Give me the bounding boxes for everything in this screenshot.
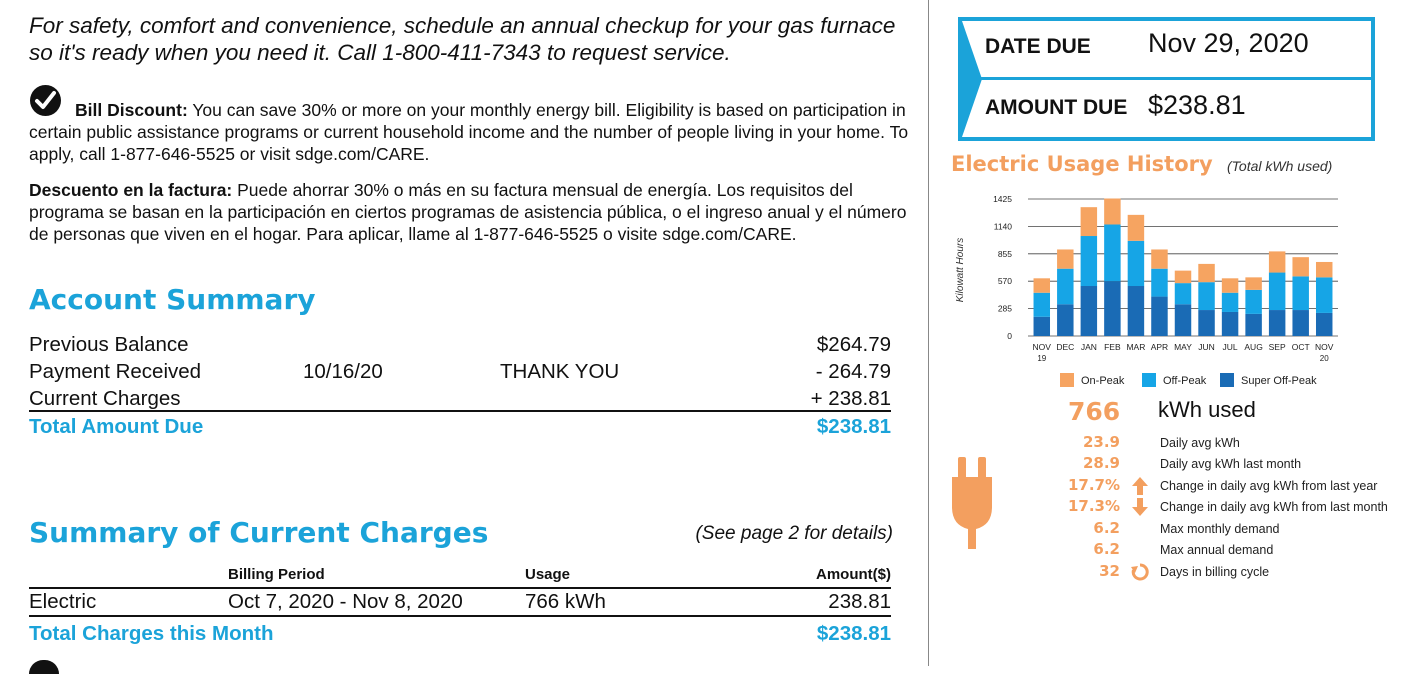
bar-segment bbox=[1198, 264, 1214, 282]
bar-segment bbox=[1034, 278, 1050, 292]
arrow-notch-icon bbox=[962, 21, 986, 137]
bar-segment bbox=[1245, 290, 1261, 314]
y-tick-label: 855 bbox=[997, 248, 1012, 259]
stat-label: Change in daily avg kWh from last month bbox=[1160, 500, 1388, 514]
bar-segment bbox=[1175, 271, 1191, 283]
y-axis-label: Kilowatt Hours bbox=[955, 237, 966, 303]
total-label: Total Amount Due bbox=[29, 415, 204, 438]
stat-label: Daily avg kWh bbox=[1160, 436, 1240, 450]
bill-discount-text: You can save 30% or more on your monthly energy bill. Eligibility is based on participation in certain public assistance programs or current household income and the number of people living in your home. To apply, call 1-877-646-5525 or visit sdge.com/CARE. bbox=[29, 100, 909, 164]
bar-segment bbox=[1198, 310, 1214, 336]
date-due-value: Nov 29, 2020 bbox=[1148, 28, 1309, 58]
account-row bbox=[29, 360, 891, 387]
date-due-label: DATE DUE bbox=[985, 35, 1091, 58]
charge-period: Oct 7, 2020 - Nov 8, 2020 bbox=[228, 590, 463, 613]
stat-value: 32 bbox=[1099, 562, 1120, 580]
current-charges-title: Summary of Current Charges bbox=[29, 516, 489, 549]
bar-segment bbox=[1034, 293, 1050, 317]
bar-segment bbox=[1269, 273, 1285, 310]
x-tick-label: NOV bbox=[1315, 342, 1334, 352]
bar-segment bbox=[1316, 262, 1332, 277]
bar-segment bbox=[1269, 310, 1285, 336]
bar-segment bbox=[1057, 269, 1073, 305]
stat-label: Days in billing cycle bbox=[1160, 565, 1270, 579]
header-amount: Amount($) bbox=[816, 566, 891, 583]
cycle-icon bbox=[1130, 562, 1150, 582]
x-tick-label: DEC bbox=[1056, 342, 1075, 352]
divider bbox=[29, 615, 891, 617]
charges-header-row bbox=[29, 566, 891, 593]
charge-amount: 238.81 bbox=[828, 590, 891, 613]
stat-value: 6.2 bbox=[1093, 540, 1120, 558]
total-charges-label: Total Charges this Month bbox=[29, 622, 274, 645]
bar-segment bbox=[1222, 278, 1238, 292]
stat-value: 17.3% bbox=[1067, 497, 1120, 515]
bar-segment bbox=[1245, 314, 1261, 336]
bar-segment bbox=[1104, 281, 1120, 336]
divider bbox=[29, 587, 891, 589]
account-summary-title: Account Summary bbox=[29, 283, 316, 316]
bar-segment bbox=[1151, 249, 1167, 268]
x-tick-sublabel: 20 bbox=[1319, 354, 1329, 363]
header-usage: Usage bbox=[525, 566, 571, 583]
checkup-promo: For safety, comfort and convenience, schedule an annual checkup for your gas furnace so it's ready when you need it. Call 1-800-411-7343 to request service. bbox=[29, 13, 896, 65]
legend-label: On-Peak bbox=[1081, 375, 1125, 387]
y-tick-label: 1425 bbox=[993, 194, 1012, 204]
y-tick-label: 1140 bbox=[993, 221, 1012, 232]
bar-segment bbox=[1245, 277, 1261, 289]
x-tick-sublabel: 19 bbox=[1037, 354, 1047, 363]
amount-due-box bbox=[958, 17, 1375, 141]
bar-segment bbox=[1175, 304, 1191, 336]
total-charges-amount: $238.81 bbox=[816, 622, 891, 645]
legend-label: Off-Peak bbox=[1163, 375, 1207, 387]
x-tick-label: MAR bbox=[1126, 342, 1146, 352]
bar-segment bbox=[1057, 249, 1073, 268]
row-amount: - 264.79 bbox=[815, 360, 891, 383]
bill-discount-es bbox=[29, 179, 909, 245]
row-note: THANK YOU bbox=[500, 360, 620, 383]
row-label: Payment Received bbox=[29, 360, 202, 383]
bullet-icon bbox=[29, 660, 59, 674]
stat-label: Max annual demand bbox=[1160, 543, 1274, 557]
bar-segment bbox=[1198, 282, 1214, 310]
bill-discount-en bbox=[29, 99, 909, 165]
charge-label: Electric bbox=[29, 590, 97, 613]
stat-label: Daily avg kWh last month bbox=[1160, 457, 1302, 471]
arrow-up-icon bbox=[1130, 476, 1150, 496]
bar-segment bbox=[1081, 236, 1097, 286]
row-amount: $264.79 bbox=[816, 333, 891, 356]
bar-segment bbox=[1081, 207, 1097, 236]
stat-label: Change in daily avg kWh from last year bbox=[1160, 479, 1378, 493]
y-tick-label: 285 bbox=[997, 303, 1012, 314]
kwh-used-value: 766 bbox=[1068, 397, 1121, 426]
amount-due-value: $238.81 bbox=[1148, 90, 1246, 120]
x-tick-label: APR bbox=[1150, 342, 1169, 352]
bar-segment bbox=[1104, 199, 1120, 225]
legend-swatch bbox=[1060, 373, 1074, 387]
usage-chart bbox=[950, 192, 1350, 394]
bar-segment bbox=[1104, 224, 1120, 281]
plug-icon bbox=[948, 455, 996, 551]
bar-segment bbox=[1151, 269, 1167, 297]
bar-segment bbox=[1316, 277, 1332, 313]
bar-segment bbox=[1292, 276, 1308, 310]
legend-label: Super Off-Peak bbox=[1241, 375, 1317, 387]
total-amount-due-row bbox=[29, 415, 891, 442]
bar-segment bbox=[1128, 241, 1144, 286]
bar-segment bbox=[1222, 312, 1238, 336]
descuento-label: Descuento en la factura: bbox=[29, 180, 233, 200]
stat-value: 23.9 bbox=[1082, 433, 1120, 451]
header-billing-period: Billing Period bbox=[228, 566, 325, 583]
bar-segment bbox=[1269, 251, 1285, 272]
x-tick-label: OCT bbox=[1291, 342, 1310, 352]
column-divider bbox=[928, 0, 929, 666]
legend-swatch bbox=[1142, 373, 1156, 387]
bar-segment bbox=[1292, 257, 1308, 276]
bar-segment bbox=[1222, 293, 1238, 312]
row-date: 10/16/20 bbox=[303, 360, 383, 383]
see-page-note: (See page 2 for details) bbox=[695, 523, 893, 544]
row-label: Previous Balance bbox=[29, 333, 189, 356]
bill-discount-label: Bill Discount: bbox=[75, 100, 188, 120]
x-tick-label: JUN bbox=[1198, 342, 1215, 352]
usage-history-title: Electric Usage History bbox=[951, 152, 1213, 176]
bar-segment bbox=[1128, 215, 1144, 241]
bar-segment bbox=[1128, 286, 1144, 336]
bar-segment bbox=[1316, 313, 1332, 336]
arrow-down-icon bbox=[1130, 497, 1150, 517]
y-tick-label: 0 bbox=[1007, 331, 1012, 341]
total-amount: $238.81 bbox=[816, 415, 891, 438]
bar-segment bbox=[1175, 283, 1191, 304]
amount-due-label: AMOUNT DUE bbox=[985, 96, 1128, 119]
stat-label: Max monthly demand bbox=[1160, 522, 1280, 536]
total-charges-row bbox=[29, 622, 891, 649]
bar-segment bbox=[1292, 310, 1308, 336]
bar-segment bbox=[1034, 317, 1050, 336]
charges-row bbox=[29, 590, 891, 617]
row-amount: + 238.81 bbox=[810, 387, 891, 410]
x-tick-label: JAN bbox=[1080, 342, 1097, 352]
x-tick-label: JUL bbox=[1222, 342, 1238, 352]
bar-segment bbox=[1151, 297, 1167, 336]
x-tick-label: MAY bbox=[1174, 342, 1192, 352]
y-tick-label: 570 bbox=[997, 276, 1012, 287]
account-row bbox=[29, 333, 891, 360]
legend-swatch bbox=[1220, 373, 1234, 387]
divider bbox=[29, 410, 891, 412]
row-label: Current Charges bbox=[29, 387, 181, 410]
stat-value: 6.2 bbox=[1093, 519, 1120, 537]
x-tick-label: NOV bbox=[1032, 342, 1051, 352]
stat-value: 28.9 bbox=[1082, 454, 1120, 472]
bar-segment bbox=[1057, 304, 1073, 336]
usage-history-subtitle: (Total kWh used) bbox=[1227, 158, 1333, 174]
x-tick-label: FEB bbox=[1104, 342, 1121, 352]
charge-usage: 766 kWh bbox=[525, 590, 606, 613]
bar-segment bbox=[1081, 286, 1097, 336]
x-tick-label: AUG bbox=[1244, 342, 1263, 352]
x-tick-label: SEP bbox=[1268, 342, 1286, 352]
descuento-text: Puede ahorrar 30% o más en su factura mensual de energía. Los requisitos del programa se basan en la participación en ciertos programas de asistencia pública, o el ingreso anual y el número de personas que viven en el hogar. Para aplicar, llame al 1-877-646-5525 o visite sdge.com/CARE. bbox=[29, 180, 907, 244]
kwh-used-label: kWh used bbox=[1158, 397, 1256, 422]
stat-value: 17.7% bbox=[1067, 476, 1120, 494]
